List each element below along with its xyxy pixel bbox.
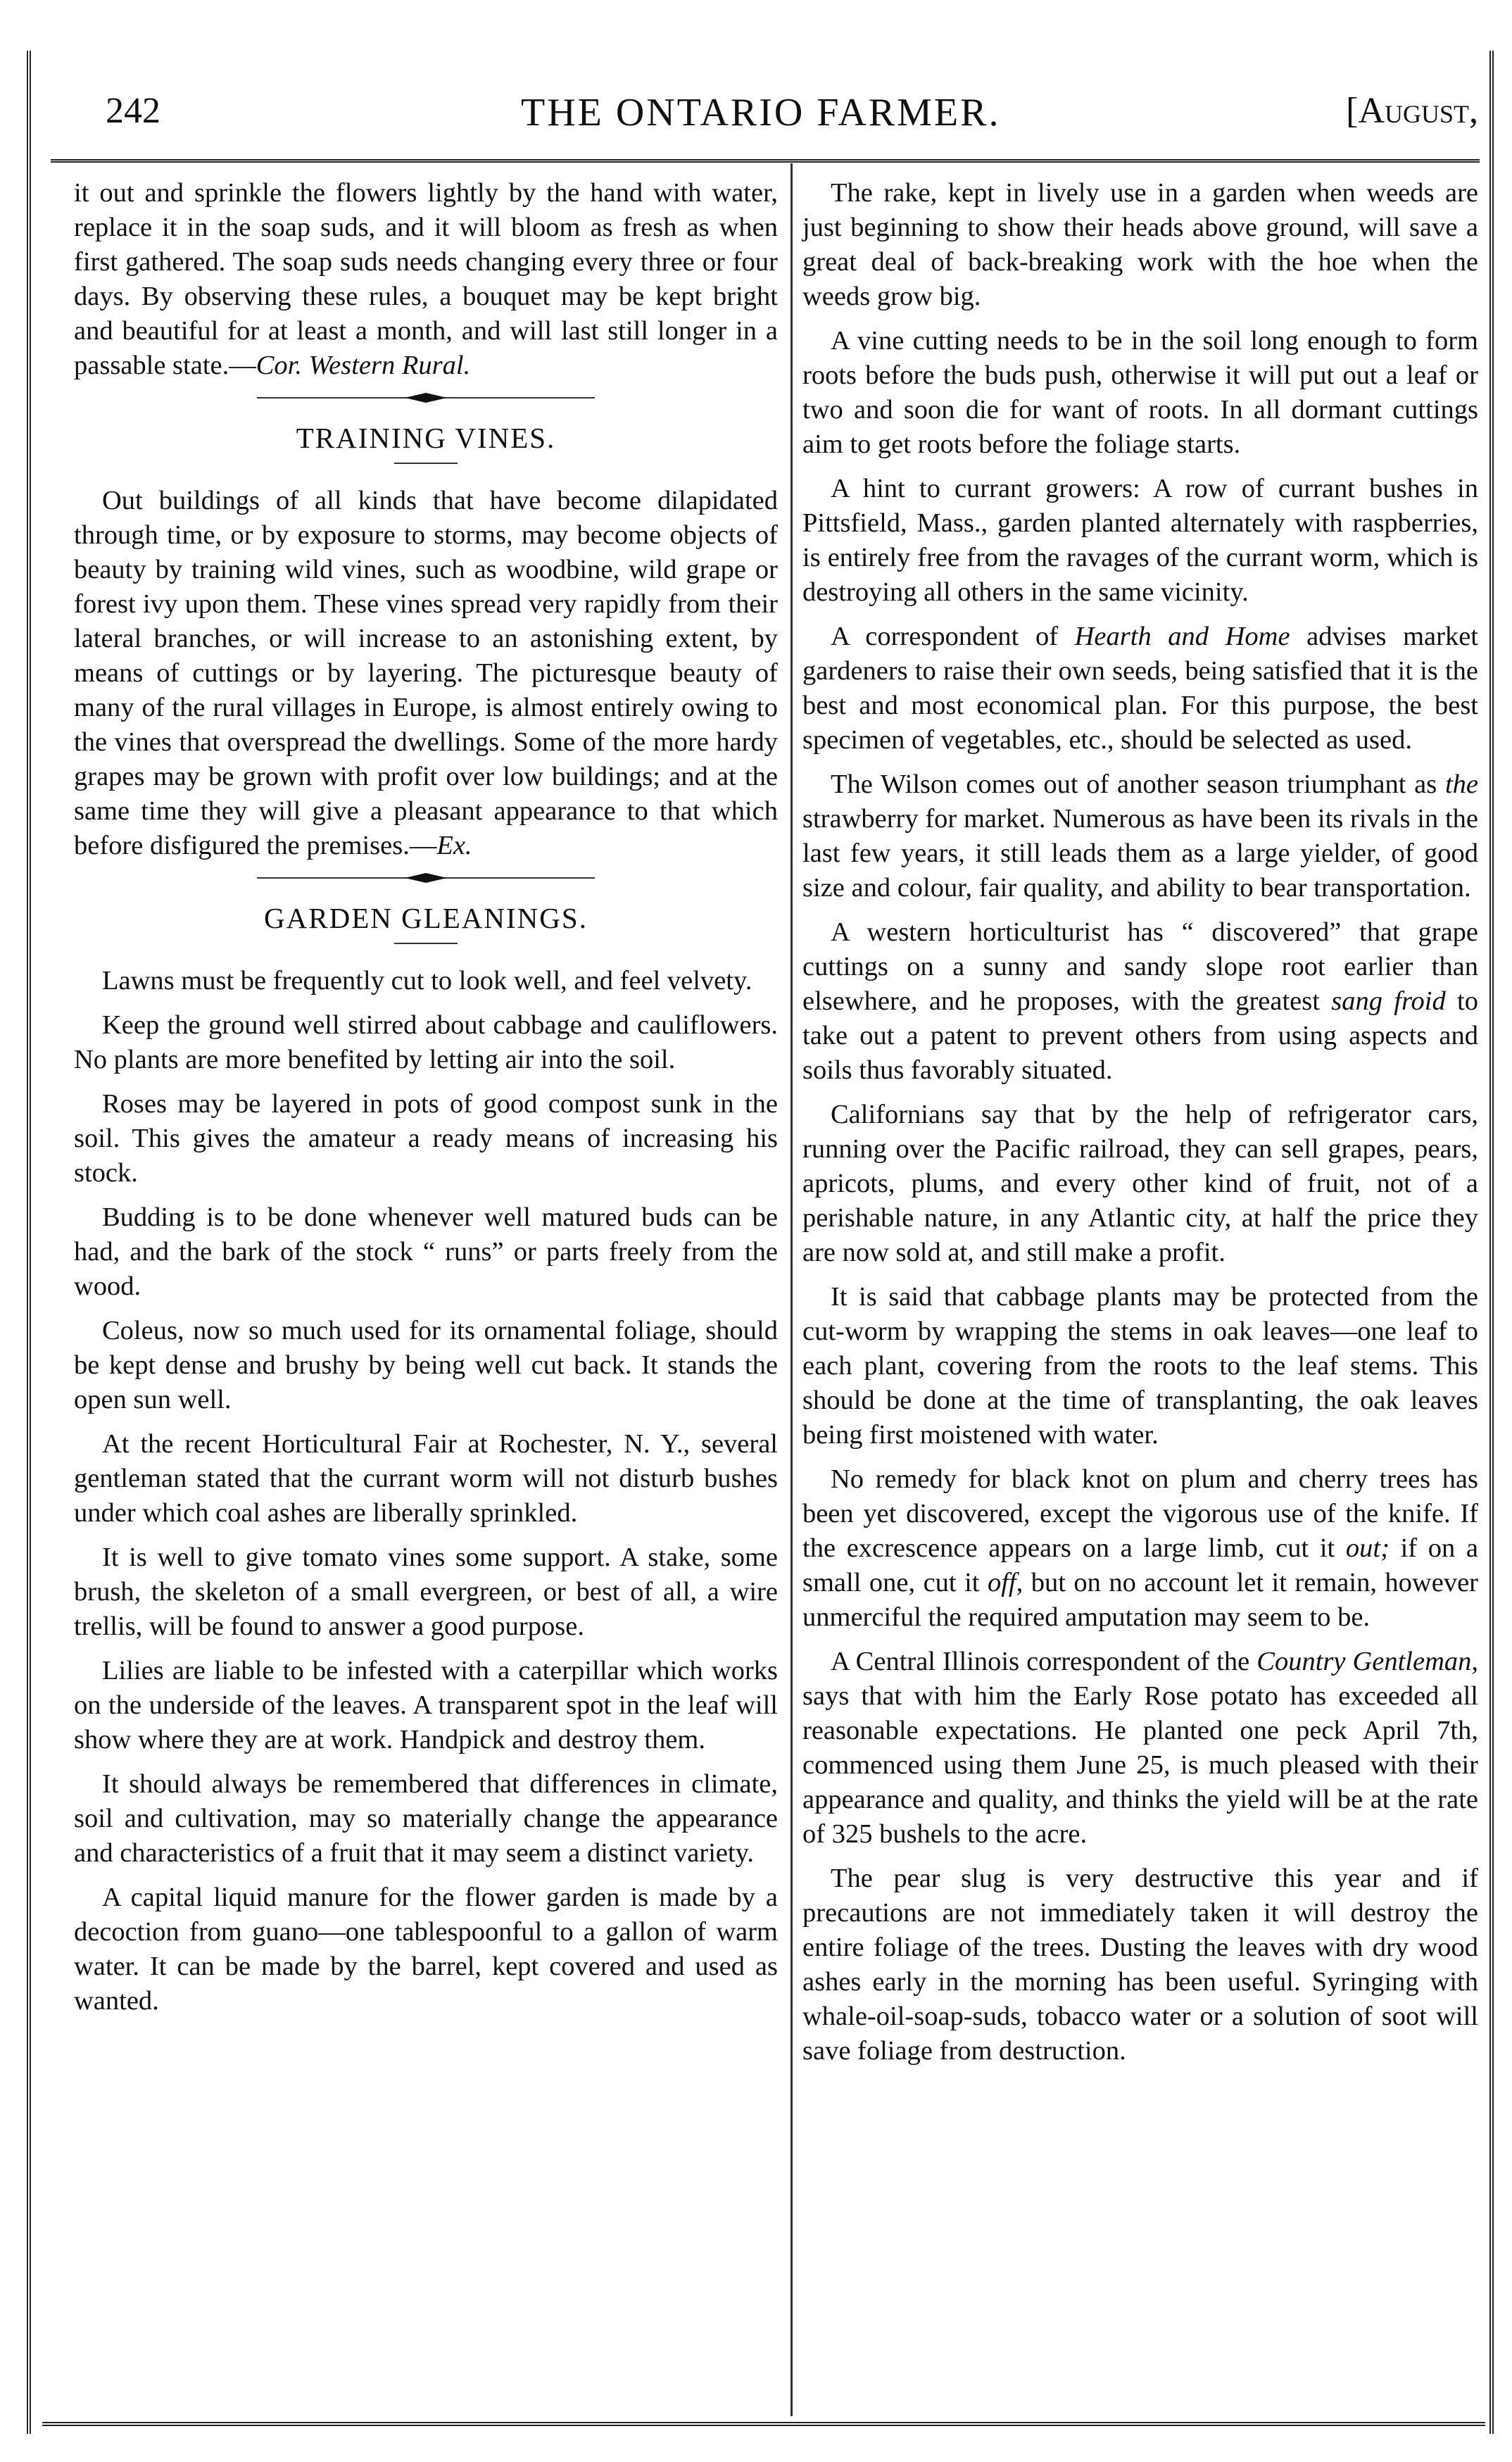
emphasis: off, xyxy=(987,1568,1023,1597)
gleaning-paragraph: Californians say that by the help of refrigerator cars, running over the Pacific railroad, they can sell grapes, pears, apricots, plums, and every other kind of fruit, not of a perishable nature, in any Atlantic city, at half the price they are now sold at, and still make a profit. xyxy=(802,1100,1478,1267)
text-run: advises market gardeners to raise their own seeds, being satisfied that it is the best and most economical plan. For this purpose, the best specimen of vegetables, etc., should be selected as used. xyxy=(802,622,1478,755)
gleaning-paragraph: A hint to currant growers: A row of currant bushes in Pittsfield, Mass., garden planted alternately with raspberries, is entirely free from the ravages of the currant worm, which is destroying all others in the same vicinity. xyxy=(802,474,1478,607)
gleaning-paragraph: Coleus, now so much used for its ornamental foliage, should be kept dense and brushy by being well cut back. It stands the open sun well. xyxy=(74,1316,778,1414)
text-run: says that with him the Early Rose potato has exceeded all reasonable expectations. He planted one peck April 7th, commenced using them June 25, is much pleased with their appearance and quality, and thinks the yield will be at the rate of 325 bushels to the acre. xyxy=(802,1681,1478,1849)
gleaning-paragraph: The rake, kept in lively use in a garden when weeds are just beginning to show their heads above ground, will save a great deal of back-breaking work with the hoe when the weeds grow big. xyxy=(802,178,1478,311)
gleaning-paragraph: Budding is to be done whenever well matured buds can be had, and the bark of the stock “ runs” or parts freely from the wood. xyxy=(74,1202,778,1301)
page-number: 242 xyxy=(106,91,160,131)
section-ornament xyxy=(257,393,595,403)
gleaning-paragraph xyxy=(802,915,1478,1088)
garden-gleanings-title: GARDEN GLEANINGS. xyxy=(264,902,588,934)
journal-title: THE ONTARIO FARMER. xyxy=(521,91,1001,134)
bouquet-paragraph xyxy=(74,176,778,383)
publication-name: Hearth and Home xyxy=(1074,622,1290,651)
text-run: to take out a patent to prevent others from using aspects and soils thus favorably situated. xyxy=(802,986,1478,1085)
text-run: A western horticulturist has “ discovered” that grape cuttings on a sunny and sandy slope root earlier than elsewhere, and he proposes, with the greatest xyxy=(802,917,1478,1016)
gleaning-paragraph: A vine cutting needs to be in the soil long enough to form roots before the buds push, otherwise it will put out a leaf or two and soon die for want of roots. In all dormant cuttings aim to get roots before the foliage starts. xyxy=(802,326,1478,459)
gleaning-paragraph: It should always be remembered that differences in climate, soil and cultivation, may so materially change the appearance and characteristics of a fruit that it may seem a distinct variety. xyxy=(74,1769,778,1868)
gleaning-paragraph: Lawns must be frequently cut to look well, and feel velvety. xyxy=(102,966,752,996)
emphasis: the xyxy=(1444,770,1478,799)
gleaning-paragraph: It is well to give tomato vines some support. A stake, some brush, the skeleton of a small evergreen, or best of all, a wire trellis, will be found to answer a good purpose. xyxy=(74,1543,778,1641)
title-rule xyxy=(394,463,458,464)
gleaning-paragraph xyxy=(802,620,1478,758)
section-ornament xyxy=(257,873,595,883)
text-run: The Wilson comes out of another season triumphant as xyxy=(831,770,1445,799)
text-run: if on a small one, cut it xyxy=(802,1533,1478,1597)
emphasis: sang froid xyxy=(1331,986,1446,1016)
gleaning-paragraph: The pear slug is very destructive this year and if precautions are not immediately taken it will destroy the entire foliage of the trees. Dusting the leaves with dry wood ashes early in the morning has been useful. Syringing with whale-oil-soap-suds, tobacco water or a solution of soot will save foliage from destruction. xyxy=(802,1864,1478,2066)
publication-name: Country Gentleman, xyxy=(1256,1647,1479,1676)
bouquet-credit: Cor. Western Rural. xyxy=(256,351,471,380)
training-credit: Ex. xyxy=(436,831,472,860)
gleaning-paragraph: A capital liquid manure for the flower garden is made by a decoction from guano—one tablespoonful to a gallon of warm water. It can be made by the barrel, kept covered and used as wanted. xyxy=(74,1883,778,2016)
gleaning-paragraph: Lilies are liable to be infested with a caterpillar which works on the underside of the leaves. A transparent spot in the leaf will show where they are at work. Handpick and destroy them. xyxy=(74,1656,778,1754)
gleaning-paragraph xyxy=(802,1645,1478,1852)
header-rule xyxy=(51,159,1480,163)
gleaning-paragraph xyxy=(802,767,1478,905)
text-run: but on no account let it remain, however unmerciful the required amputation may seem to be. xyxy=(802,1568,1478,1632)
right-column xyxy=(802,176,1478,2078)
bouquet-text: it out and sprinkle the flowers lightly by the hand with water, replace it in the soap suds, and it will bloom as fresh as when first gathered. The soap suds needs changing every three or four days. By observing these rules, a bouquet may be kept bright and beautiful for at least a month, and will last still longer in a passable state.— xyxy=(74,178,778,380)
gleaning-paragraph: It is said that cabbage plants may be protected from the cut-worm by wrapping the stems in oak leaves—one leaf to each plant, covering from the roots to the leaf stems. This should be done at the time of transplanting, the oak leaves being first moistened with water. xyxy=(802,1282,1478,1450)
left-column xyxy=(74,176,778,2028)
gleaning-paragraph: At the recent Horticultural Fair at Rochester, N. Y., several gentleman stated that the currant worm will not disturb bushes under which coal ashes are liberally sprinkled. xyxy=(74,1429,778,1528)
issue-month: [August, xyxy=(1346,91,1478,131)
training-vines-title: TRAINING VINES. xyxy=(296,422,556,454)
text-run: No remedy for black knot on plum and cherry trees has been yet discovered, except the vigorous use of the knife. If the excrescence appears on a large limb, cut it xyxy=(802,1464,1478,1563)
gleaning-paragraph: Roses may be layered in pots of good compost sunk in the soil. This gives the amateur a ready means of increasing his stock. xyxy=(74,1089,778,1188)
text-run: strawberry for market. Numerous as have been its rivals in the last few years, it still leads them as a large yielder, of good size and colour, fair quality, and ability to bear transportation. xyxy=(802,804,1478,903)
training-vines-body xyxy=(74,484,778,863)
emphasis: out; xyxy=(1345,1533,1390,1563)
gleaning-paragraph xyxy=(802,1462,1478,1635)
footer-rule xyxy=(42,2422,1485,2426)
text-run: A correspondent of xyxy=(831,622,1075,651)
column-separator xyxy=(790,163,793,2416)
title-rule xyxy=(394,943,458,944)
gleaning-paragraph: Keep the ground well stirred about cabbage and cauliflowers. No plants are more benefited by letting air into the soil. xyxy=(74,1010,778,1074)
running-header xyxy=(84,90,1478,139)
training-text: Out buildings of all kinds that have become dilapidated through time, or by exposure to storms, may become objects of beauty by training wild vines, such as woodbine, wild grape or forest ivy upon them. These vines spread very rapidly from their lateral branches, or will increase to an astonishing extent, by means of cuttings or by layering. The picturesque beauty of many of the rural villages in Europe, is almost entirely owing to the vines that overspread the dwellings. Some of the more hardy grapes may be grown with profit over low buildings; and at the same time they will give a pleasant appearance to that which before disfigured the premises.— xyxy=(74,486,778,860)
text-run: A Central Illinois correspondent of the xyxy=(831,1647,1257,1676)
